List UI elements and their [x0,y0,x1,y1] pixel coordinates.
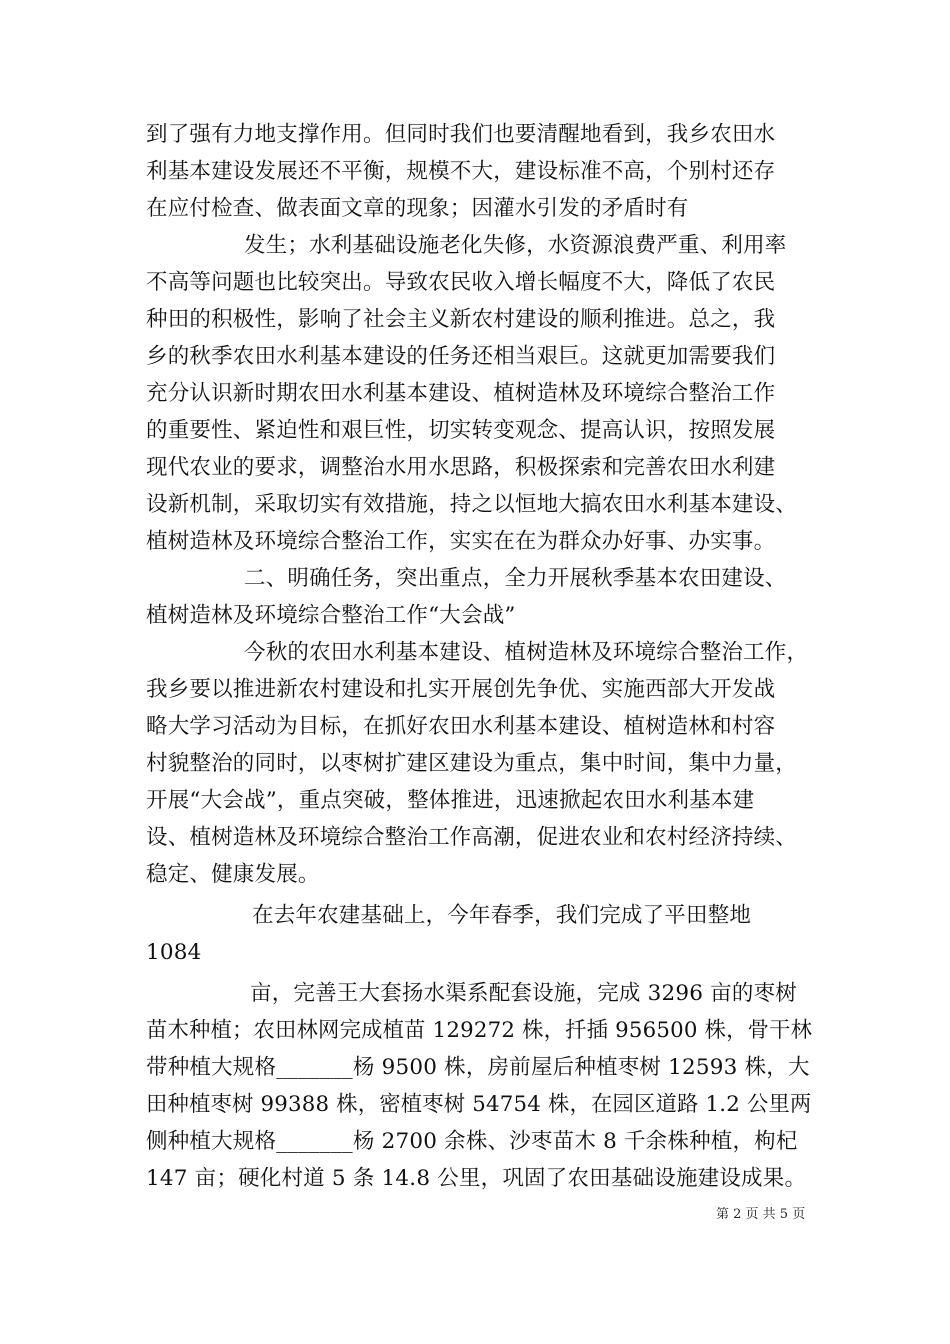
text-line: 的重要性、紧迫性和艰巨性，切实转变观念、提高认识，按照发展 [146,418,776,443]
text-line: 田种植枣树 99388 株，密植枣树 54754 株，在园区道路 1.2 公里两 [146,1092,812,1117]
text-line: 不高等问题也比较突出。导致农民收入增长幅度不大，降低了农民 [146,270,776,295]
text-line: 种田的积极性，影响了社会主义新农村建设的顺利推进。总之，我 [146,307,776,332]
text-line: 带种植大规格_______杨 9500 株，房前屋后种植枣树 12593 株，大 [146,1055,810,1080]
text-line: 利基本建设发展还不平衡，规模不大，建设标准不高，个别村还存 [146,159,776,184]
text-line: 1084 [146,940,202,965]
text-line: 发生；水利基础设施老化失修，水资源浪费严重、利用率 [244,233,787,258]
text-line: 147 亩；硬化村道 5 条 14.8 公里，巩固了农田基础设施建设成果。 [146,1166,807,1191]
text-line: 今秋的农田水利基本建设、植树造林及环境综合整治工作， [244,640,809,665]
text-line: 亩，完善王大套扬水渠系配套设施，完成 3296 亩的枣树 [250,981,797,1006]
text-line: 苗木种植；农田林网完成植苗 129272 株，扦插 956500 株，骨干林 [146,1018,813,1043]
section-heading: 二、明确任务，突出重点，全力开展秋季基本农田建设、 [244,566,787,591]
text-line: 稳定、健康发展。 [146,862,320,887]
section-heading: 植树造林及环境综合整治工作“大会战” [146,603,516,628]
text-line: 植树造林及环境综合整治工作，实实在在为群众办好事、办实事。 [146,529,776,554]
text-line: 到了强有力地支撑作用。但同时我们也要清醒地看到，我乡农田水 [146,122,776,147]
text-line: 略大学习活动为目标，在抓好农田水利基本建设、植树造林和村容 [146,714,776,739]
text-line: 开展“大会战”，重点突破，整体推进，迅速掀起农田水利基本建 [146,788,755,813]
text-line: 侧种植大规格_______杨 2700 余株、沙枣苗木 8 千余株种植，枸杞 [146,1129,798,1154]
text-line: 在去年农建基础上，今年春季，我们完成了平田整地 [252,903,752,928]
text-line: 充分认识新时期农田水利基本建设、植树造林及环境综合整治工作 [146,381,776,406]
text-line: 设新机制，采取切实有效措施，持之以恒地大搞农田水利基本建设、 [146,492,798,517]
text-line: 村貌整治的同时，以枣树扩建区建设为重点，集中时间，集中力量， [146,751,798,776]
page-number: 第 2 页 共 5 页 [716,1207,806,1222]
text-line: 乡的秋季农田水利基本建设的任务还相当艰巨。这就更加需要我们 [146,344,776,369]
text-line: 在应付检查、做表面文章的现象；因灌水引发的矛盾时有 [146,196,689,221]
text-line: 我乡要以推进新农村建设和扎实开展创先争优、实施西部大开发战 [146,677,776,702]
text-line: 现代农业的要求，调整治水用水思路，积极探索和完善农田水利建 [146,455,776,480]
text-line: 设、植树造林及环境综合整治工作高潮，促进农业和农村经济持续、 [146,825,798,850]
